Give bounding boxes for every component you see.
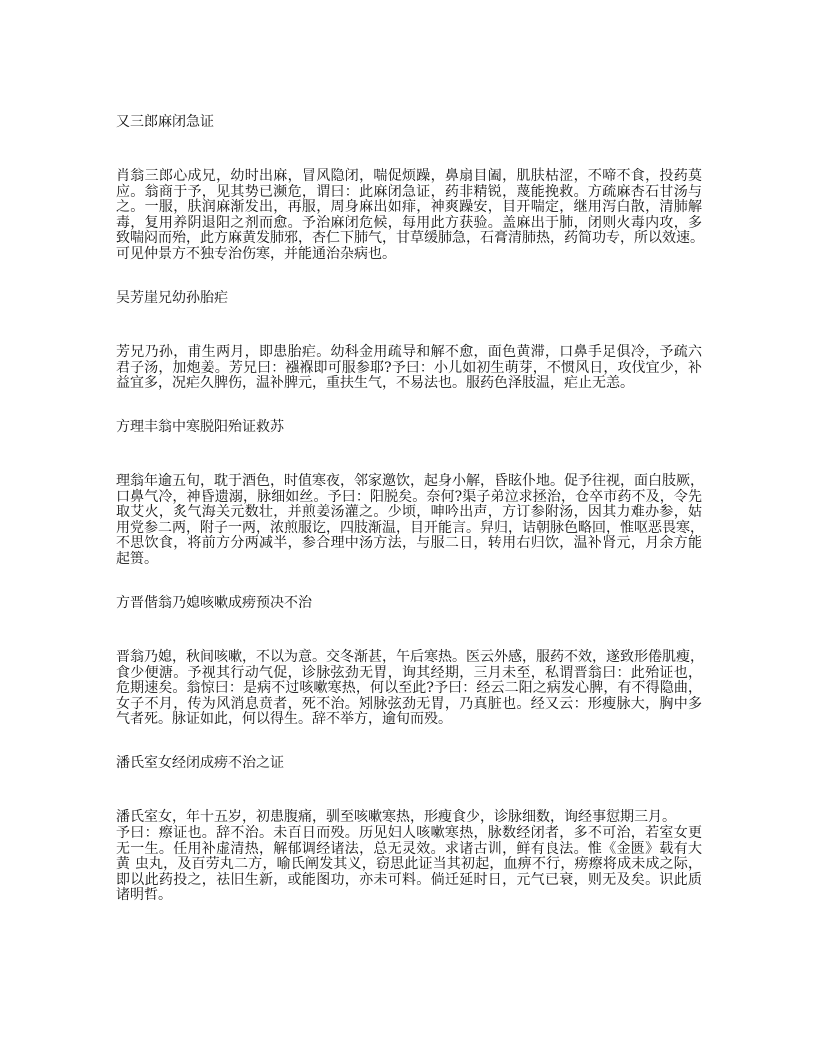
text-line: 毒，复用养阴退阳之剂而愈。予治麻闭危候，每用此方获验。盖麻出于肺，闭则火毒内攻，多: [116, 214, 702, 231]
section-heading: 吴芳崖兄幼孙胎疟: [116, 289, 228, 306]
text-line: 取艾火，炙气海关元数壮，并煎姜汤灌之。少顷，呻吟出声，方订参附汤，因其力难办参，姑: [116, 504, 702, 521]
section-paragraph: [116, 650, 702, 728]
section-heading: 方晋偕翁乃媳咳嗽成痨预决不治: [116, 595, 312, 612]
case-section: [116, 420, 702, 568]
text-line: 致喘闷而殆，此方麻黄发肺邪，杏仁下肺气，甘草缓肺急，石膏清肺热，药简功专，所以效速。: [116, 230, 704, 247]
text-line: 黄 虫丸，及百劳丸二方，喻氏阐发其义，窃思此证当其初起，血痹不行，痨瘵将成未成之际，: [116, 856, 702, 873]
section-heading: 方理丰翁中寒脱阳殆证救苏: [116, 419, 284, 436]
text-line: 诸明哲。: [116, 887, 172, 904]
section-heading: 潘氏室女经闭成痨不治之证: [116, 755, 284, 772]
text-line: 无一生。任用补虚清热，解郁调经诸法，总无灵效。求诸古训，鲜有良法。惟《金匮》载有大: [116, 840, 702, 857]
text-line: 不思饮食，将前方分两减半，参合理中汤方法，与服二日，转用右归饮，温补肾元，月余方能: [116, 535, 702, 552]
section-heading: 又三郎麻闭急证: [116, 114, 214, 130]
text-line: 气者死。脉证如此，何以得生。辞不举方，逾旬而殁。: [116, 711, 452, 728]
text-line: 肖翁三郎心成兄，幼时出麻，冒风隐闭，喘促烦躁，鼻扇目阖，肌肤枯涩，不啼不食，投药莫: [116, 167, 702, 184]
text-line: 女子不月，传为风消息贲者，死不治。矧脉弦劲无胃，乃真脏也。经又云：形瘦脉大，胸中多: [116, 695, 702, 712]
text-line: 应。翁商于予，见其势已濒危，谓曰：此麻闭急证，药非精锐，蔑能挽救。方疏麻杏石甘汤与: [116, 183, 702, 200]
text-line: 食少便溏。予视其行动气促，诊脉弦劲无胃，询其经期，三月未至，私谓晋翁曰：此殆证也，: [116, 664, 702, 681]
text-line: 晋翁乃媳，秋间咳嗽，不以为意。交冬渐甚，午后寒热。医云外感，服药不效，遂致形倦肌瘦，: [116, 649, 704, 666]
text-line: 芳兄乃孙，甫生两月，即患胎疟。幼科金用疏导和解不愈，面色黄滞，口鼻手足俱冷，予疏六: [116, 343, 702, 360]
case-section: [116, 756, 702, 904]
case-section: [116, 115, 702, 263]
section-paragraph: [116, 345, 702, 392]
section-paragraph: [116, 474, 702, 568]
text-line: 益宜多，况疟久脾伤，温补脾元，重扶生气，不易法也。服药色泽肢温，疟止无恙。: [116, 375, 634, 392]
text-line: 用党参二两，附子一两，浓煎服讫，四肢渐温，目开能言。舁归，诘朝脉色略回，惟呕恶畏寒，: [116, 519, 704, 536]
text-line: 之。一服，肤润麻渐发出，再服，周身麻出如痱，神爽躁安，目开喘定，继用泻白散，清肺解: [116, 199, 702, 216]
text-line: 理翁年逾五旬，耽于酒色，时值寒夜，邻家邀饮，起身小解，昏眩仆地。促予往视，面白肢厥，: [116, 473, 704, 490]
section-paragraph: [116, 810, 702, 904]
text-line: 君子汤，加炮姜。芳兄曰：襁褓即可服参耶?予曰：小儿如初生萌芽，不惯风日，攻伐宜少，补: [116, 359, 702, 376]
document-body: [116, 115, 702, 932]
case-section: [116, 291, 702, 392]
text-line: 予曰：瘵证也。辞不治。未百日而殁。历见妇人咳嗽寒热，脉数经闭者，多不可治，若室女更: [116, 824, 702, 841]
text-line: 起篑。: [116, 551, 158, 568]
text-line: 危期速矣。翁惊曰：是病不过咳嗽寒热，何以至此?予曰：经云二阳之病发心脾，有不得隐曲，: [116, 680, 702, 697]
text-line: 可见仲景方不独专治伤寒，并能通治杂病也。: [116, 245, 396, 262]
text-line: 口鼻气冷，神昏遗溺，脉细如丝。予曰：阳脱矣。奈何?渠子弟泣求拯治，仓卒市药不及，令先: [116, 488, 702, 505]
section-paragraph: [116, 169, 702, 263]
case-section: [116, 596, 702, 728]
text-line: 即以此药投之，祛旧生新，或能图功，亦未可料。倘迁延时日，元气已衰，则无及矣。识此质: [116, 871, 702, 888]
text-line: 潘氏室女，年十五岁，初患腹痛，驯至咳嗽寒热，形瘦食少，诊脉细数，询经事愆期三月。: [116, 809, 676, 826]
